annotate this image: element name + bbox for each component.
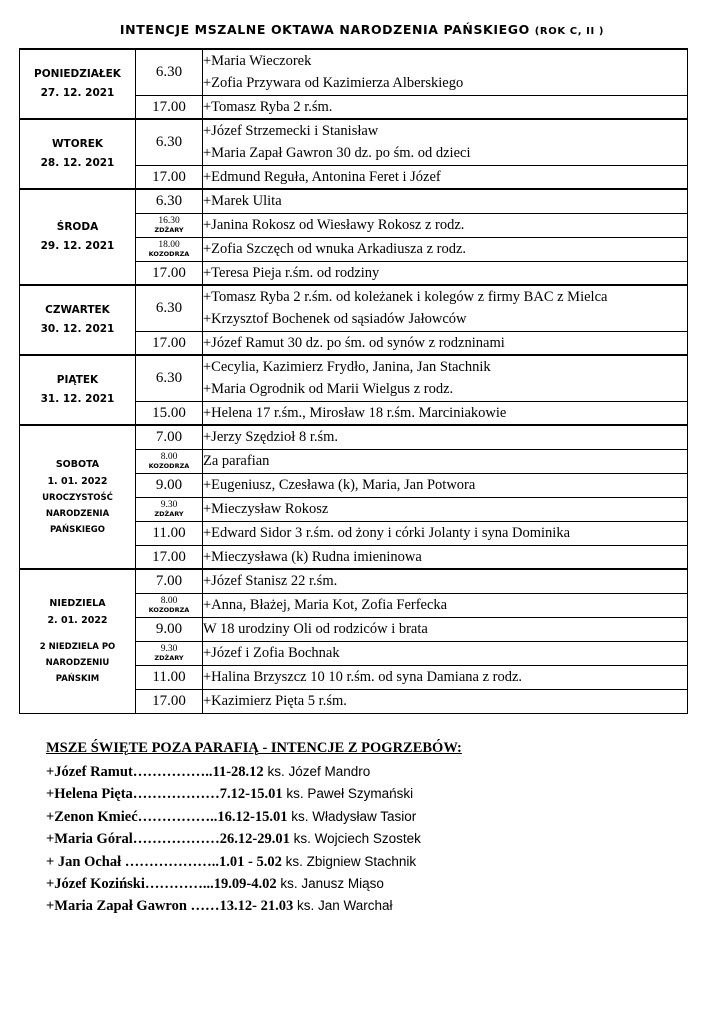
- mass-intention: [203, 261, 688, 285]
- mass-time-value: 6.30: [155, 370, 183, 387]
- day-name: ŚRODA: [56, 221, 99, 233]
- mass-time-value: 8.00: [160, 452, 178, 462]
- mass-time: [136, 689, 203, 713]
- mass-time-value: 6.30: [155, 64, 183, 81]
- funeral-intention-row: [46, 761, 462, 783]
- day-name: NIEDZIELA: [49, 598, 106, 610]
- mass-time: [136, 401, 203, 425]
- mass-time-value: 6.30: [155, 300, 183, 317]
- mass-time: [136, 237, 203, 261]
- mass-intention: [203, 545, 688, 569]
- intention-line: +Zofia Przywara od Kazimierza Alberskiego: [203, 75, 464, 92]
- mass-time-value: 7.00: [155, 573, 183, 590]
- intention-line: +Józef Stanisz 22 r.śm.: [203, 573, 338, 590]
- intention-line: +Maria Ogrodnik od Marii Wielgus z rodz.: [203, 381, 454, 398]
- mass-intention: [203, 95, 688, 119]
- funeral-intention-priest: ks. Janusz Miąso: [276, 876, 384, 892]
- funeral-intention-name: +Maria Zapał Gawron ……13.12- 21.03: [46, 898, 294, 915]
- mass-schedule-table: [19, 48, 688, 714]
- day-cell: [20, 569, 136, 713]
- funeral-intention-priest: ks. Władysław Tasior: [287, 808, 417, 824]
- mass-time: [136, 261, 203, 285]
- mass-time: [136, 521, 203, 545]
- mass-time: [136, 95, 203, 119]
- funeral-intention-priest: ks. Paweł Szymański: [282, 786, 414, 802]
- mass-time-value: 6.30: [155, 134, 183, 151]
- mass-time-value: 17.00: [152, 693, 186, 709]
- mass-time-value: 16.30: [158, 216, 180, 226]
- funeral-intention-priest: ks. Jan Warchał: [293, 898, 393, 914]
- mass-intention: [203, 165, 688, 189]
- day-date: 31. 12. 2021: [40, 393, 115, 405]
- day-cell: [20, 49, 136, 119]
- intention-line: +Cecylia, Kazimierz Frydło, Janina, Jan Stachnik: [203, 359, 491, 376]
- day-cell: [20, 355, 136, 425]
- mass-time-value: 15.00: [152, 404, 186, 421]
- funeral-intention-row: [46, 806, 462, 828]
- intention-line: +Mieczysława (k) Rudna imieninowa: [203, 548, 422, 565]
- day-cell: [20, 119, 136, 189]
- mass-time-value: 11.00: [152, 669, 186, 685]
- mass-time: [136, 569, 203, 593]
- funeral-intention-name: +Zenon Kmieć……………..16.12-15.01: [46, 808, 288, 825]
- mass-time-value: 11.00: [152, 525, 186, 541]
- schedule-row: [20, 425, 688, 449]
- mass-time-value: 9.00: [155, 621, 183, 637]
- mass-intention: [203, 237, 688, 261]
- mass-time: [136, 285, 203, 331]
- funeral-intention-name: +Maria Góral………………26.12-29.01: [46, 831, 290, 848]
- intention-line: +Edward Sidor 3 r.śm. od żony i córki Jolanty i syna Dominika: [203, 525, 571, 541]
- intention-line: +Helena 17 r.śm., Mirosław 18 r.śm. Marciniakowie: [203, 404, 507, 421]
- page-title: [0, 22, 724, 37]
- day-feast-line: NARODZENIU: [45, 658, 110, 669]
- day-cell: [20, 189, 136, 285]
- day-name: SOBOTA: [55, 459, 100, 470]
- mass-time: [136, 49, 203, 95]
- mass-time: [136, 545, 203, 569]
- day-name: CZWARTEK: [45, 304, 110, 316]
- day-name: PIĄTEK: [56, 374, 99, 386]
- mass-intention: [203, 521, 688, 545]
- mass-intention: [203, 189, 688, 213]
- mass-intention: [203, 213, 688, 237]
- mass-intention: [203, 641, 688, 665]
- intention-line: +Zofia Szczęch od wnuka Arkadiusza z rodz.: [203, 241, 467, 257]
- day-feast-line: 2 NIEDZIELA PO: [39, 642, 116, 653]
- schedule-row: [20, 569, 688, 593]
- intention-line: +Anna, Błażej, Maria Kot, Zofia Ferfecka: [203, 597, 448, 613]
- intention-line: +Józef i Zofia Bochnak: [203, 645, 340, 661]
- mass-time: [136, 593, 203, 617]
- funeral-intentions-heading: MSZE ŚWIĘTE POZA PARAFIĄ - INTENCJE Z POGRZEBÓW:: [46, 740, 462, 756]
- day-feast-line: PAŃSKIEGO: [49, 525, 106, 535]
- day-feast-line: NARODZENIA: [45, 509, 110, 519]
- schedule-row: [20, 49, 688, 95]
- intention-line: +Edmund Reguła, Antonina Feret i Józef: [203, 168, 441, 185]
- mass-time-value: 18.00: [158, 240, 180, 250]
- title-main: INTENCJE MSZALNE OKTAWA NARODZENIA PAŃSKIEGO: [119, 22, 530, 37]
- intention-line: Za parafian: [203, 453, 270, 469]
- mass-time-value: 17.00: [152, 98, 186, 115]
- mass-time: [136, 473, 203, 497]
- title-suffix: (ROK C, II ): [534, 26, 605, 37]
- funeral-intention-row: [46, 851, 462, 873]
- mass-time: [136, 213, 203, 237]
- intention-line: +Marek Ulita: [203, 193, 282, 210]
- intention-line: +Teresa Pieja r.śm. od rodziny: [203, 264, 380, 281]
- mass-time: [136, 331, 203, 355]
- mass-time: [136, 355, 203, 401]
- intention-line: +Józef Ramut 30 dz. po śm. od synów z rodzninami: [203, 334, 505, 351]
- mass-location-note: ZDŻARY: [154, 654, 184, 662]
- mass-intention: [203, 425, 688, 449]
- mass-location-note: KOZODRZA: [148, 250, 190, 258]
- mass-intention: [203, 617, 688, 641]
- mass-location-note: KOZODRZA: [148, 606, 190, 614]
- funeral-intention-row: [46, 783, 462, 805]
- mass-time-value: 9.00: [155, 477, 183, 493]
- mass-time: [136, 189, 203, 213]
- day-date: 1. 01. 2022: [47, 476, 108, 487]
- day-date: 30. 12. 2021: [40, 323, 115, 335]
- mass-location-note: KOZODRZA: [148, 462, 190, 470]
- mass-intention: [203, 285, 688, 331]
- mass-intention: [203, 497, 688, 521]
- intention-line: +Tomasz Ryba 2 r.śm. od koleżanek i kolegów z firmy BAC z Mielca: [203, 289, 608, 306]
- mass-time: [136, 617, 203, 641]
- mass-time: [136, 449, 203, 473]
- mass-time-value: 17.00: [152, 334, 186, 351]
- mass-time-value: 9.30: [160, 500, 178, 510]
- mass-time: [136, 165, 203, 189]
- funeral-intention-name: +Helena Pięta………………7.12-15.01: [46, 786, 283, 803]
- mass-intention: [203, 401, 688, 425]
- intention-line: +Krzysztof Bochenek od sąsiadów Jałowców: [203, 311, 467, 328]
- day-feast-line: PAŃSKIM: [55, 674, 100, 685]
- intention-line: +Józef Strzemecki i Stanisław: [203, 123, 379, 140]
- intention-line: +Maria Wieczorek: [203, 53, 312, 70]
- schedule-row: [20, 285, 688, 331]
- mass-intention: [203, 119, 688, 165]
- day-date: 29. 12. 2021: [40, 240, 115, 252]
- intention-line: +Janina Rokosz od Wiesławy Rokosz z rodz.: [203, 217, 465, 233]
- mass-time-value: 8.00: [160, 596, 178, 606]
- schedule-row: [20, 189, 688, 213]
- funeral-intention-row: [46, 828, 462, 850]
- day-cell: [20, 425, 136, 569]
- funeral-intention-priest: ks. Józef Mandro: [263, 764, 371, 779]
- day-feast-line: UROCZYSTOŚĆ: [42, 493, 113, 503]
- mass-time: [136, 641, 203, 665]
- intention-line: +Halina Brzyszcz 10 10 r.śm. od syna Damiana z rodz.: [203, 669, 523, 685]
- mass-time-value: 6.30: [155, 193, 183, 210]
- funeral-intention-priest: ks. Wojciech Szostek: [289, 831, 421, 847]
- mass-intention: [203, 331, 688, 355]
- funeral-intentions-section: [46, 740, 462, 918]
- funeral-intention-name: + Jan Ochał ………………..1.01 - 5.02: [46, 853, 282, 870]
- intention-line: +Tomasz Ryba 2 r.śm.: [203, 98, 333, 115]
- mass-time-value: 9.30: [160, 644, 178, 654]
- schedule-row: [20, 355, 688, 401]
- intention-line: +Jerzy Szędzioł 8 r.śm.: [203, 429, 339, 446]
- mass-time-value: 17.00: [152, 168, 186, 185]
- intention-line: W 18 urodziny Oli od rodziców i brata: [203, 621, 428, 637]
- intention-line: +Maria Zapał Gawron 30 dz. po śm. od dzieci: [203, 145, 471, 162]
- mass-time: [136, 119, 203, 165]
- day-date: 2. 01. 2022: [47, 615, 108, 627]
- schedule-row: [20, 119, 688, 165]
- mass-intention: [203, 593, 688, 617]
- intention-line: +Kazimierz Pięta 5 r.śm.: [203, 693, 347, 709]
- funeral-intention-name: +Józef Koziński…………...19.09-4.02: [46, 876, 277, 893]
- funeral-intention-priest: ks. Zbigniew Stachnik: [281, 853, 417, 869]
- mass-time-value: 17.00: [152, 548, 186, 565]
- mass-location-note: ZDŻARY: [154, 510, 184, 518]
- day-date: 27. 12. 2021: [40, 87, 115, 99]
- intention-line: +Eugeniusz, Czesława (k), Maria, Jan Potwora: [203, 477, 476, 493]
- mass-intention: [203, 569, 688, 593]
- mass-time: [136, 425, 203, 449]
- mass-intention: [203, 355, 688, 401]
- mass-time: [136, 497, 203, 521]
- mass-intention: [203, 473, 688, 497]
- mass-time: [136, 665, 203, 689]
- mass-time-value: 17.00: [152, 264, 186, 281]
- mass-location-note: ZDŻARY: [154, 226, 184, 234]
- day-name: PONIEDZIAŁEK: [34, 68, 121, 80]
- funeral-intention-name: +Józef Ramut……………..11-28.12: [46, 764, 264, 780]
- mass-intention: [203, 689, 688, 713]
- mass-time-value: 7.00: [155, 429, 183, 446]
- intention-line: +Mieczysław Rokosz: [203, 501, 329, 517]
- day-cell: [20, 285, 136, 355]
- mass-intention: [203, 49, 688, 95]
- mass-intention: [203, 665, 688, 689]
- funeral-intention-row: [46, 895, 462, 917]
- funeral-intention-row: [46, 873, 462, 895]
- mass-intention: [203, 449, 688, 473]
- day-name: WTOREK: [51, 138, 104, 150]
- day-date: 28. 12. 2021: [40, 157, 115, 169]
